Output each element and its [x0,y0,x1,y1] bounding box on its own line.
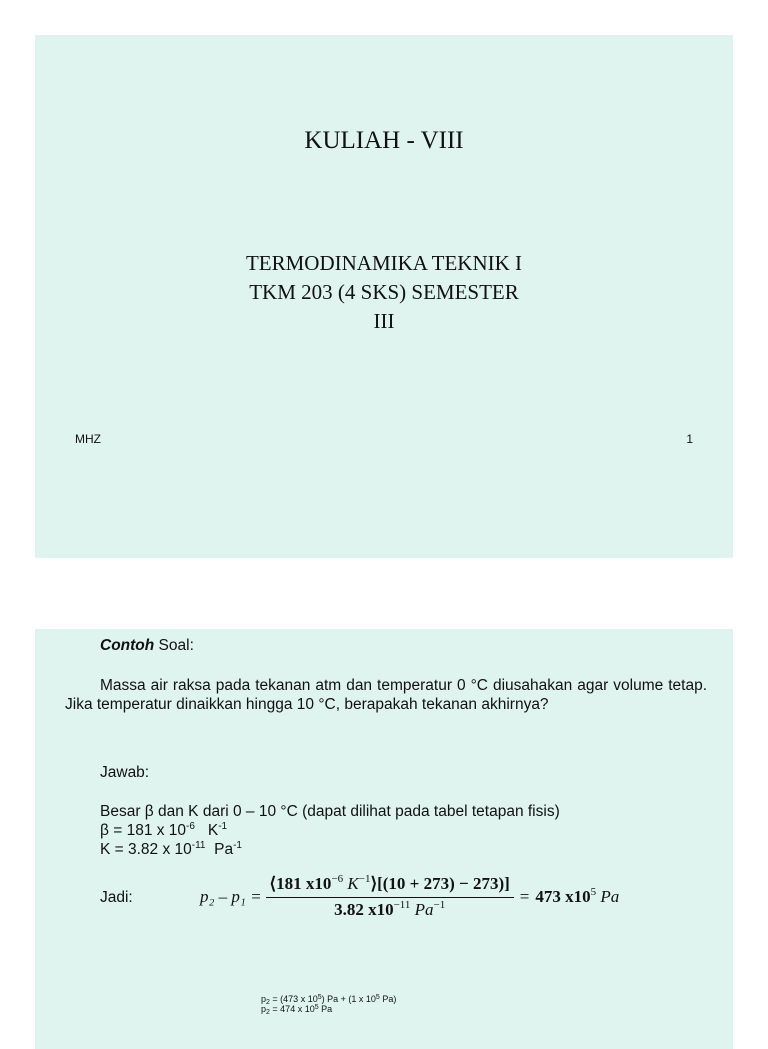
rhs-value: 473 x10 [535,887,591,906]
line2-mid: = 474 x 10 [269,1004,315,1014]
heading-rest: Soal: [154,637,194,654]
rhs-unit: Pa [600,887,620,906]
p-subscript: 2 [266,999,270,1006]
jadi-label: Jadi: [100,889,133,906]
den-exp-a: −11 [393,899,411,911]
heading-bold: Contoh [100,637,155,654]
den-unit: Pa [414,900,434,919]
beta-value: β = 181 x 10 [100,822,187,839]
num-exp-a: −6 [331,873,344,885]
formula-rhs [535,887,619,907]
page-number: 1 [686,432,693,446]
beta-unit-exponent: -1 [218,821,228,832]
den-part-a: 3.82 x10 [334,900,394,919]
result-line-2 [261,1004,396,1014]
semester: III [373,309,395,333]
den-exp-b: −1 [433,899,446,911]
constants-block [100,802,560,859]
k-exponent: -11 [191,840,206,851]
beta-exponent: -6 [186,821,195,832]
k-value: K = 3.82 x 10 [100,841,192,858]
formula-equals: = [519,887,530,906]
slide-title: KULIAH - VIII [304,127,464,154]
rhs-exponent: 5 [590,886,597,898]
p-symbol-2: p [261,1004,267,1014]
k-unit-exponent: -1 [233,840,242,851]
line2-exp: 5 [314,1004,319,1011]
result-line-1 [261,994,396,1004]
footer-author: MHZ [75,432,101,446]
line1-exp2: 5 [375,994,380,1001]
answer-label: Jawab: [100,764,150,781]
besar-line: Besar β dan K dari 0 – 10 °C (dapat dilihat pada tabel tetapan fisis) [100,803,560,820]
line1-exp: 5 [317,994,322,1001]
beta-unit: K [207,822,219,839]
beta-line [100,821,560,840]
num-unit: K [347,874,359,893]
problem-paragraph [65,676,707,714]
k-unit: Pa [214,841,234,858]
slide-1 [35,35,733,558]
line1-rest: ) Pa + (1 x 10 [321,994,376,1004]
course-name: TERMODINAMIKA TEKNIK I [245,251,523,275]
k-line [100,840,560,859]
formula-lhs: p₂ – p₁ = [200,887,262,906]
problem-text: Massa air raksa pada tekanan atm dan temperatur 0 °C diusahakan agar volume tetap. Jika temperatur dinaikkan hingga 10 °C, berapakah tekanan akhirnya? [65,677,707,713]
course-code: TKM 203 (4 SKS) SEMESTER [249,280,519,304]
example-heading [100,636,194,655]
formula-numerator [266,874,514,898]
line2-end: Pa [318,1004,333,1014]
line1-end: Pa) [379,994,397,1004]
slide-2 [35,629,733,1049]
num-exp-b: −1 [358,873,371,885]
num-part-a: ⟨181 x10 [269,874,332,893]
p-subscript-2: 2 [266,1009,270,1016]
result-lines [261,994,396,1014]
formula-fraction [266,874,514,920]
course-info [35,249,733,336]
formula-denominator [334,898,445,920]
line1-mid: = (473 x 10 [269,994,318,1004]
p-symbol: p [261,994,267,1004]
num-part-c: ⟩[(10 + 273) − 273)] [370,874,510,893]
pressure-formula [200,874,619,920]
